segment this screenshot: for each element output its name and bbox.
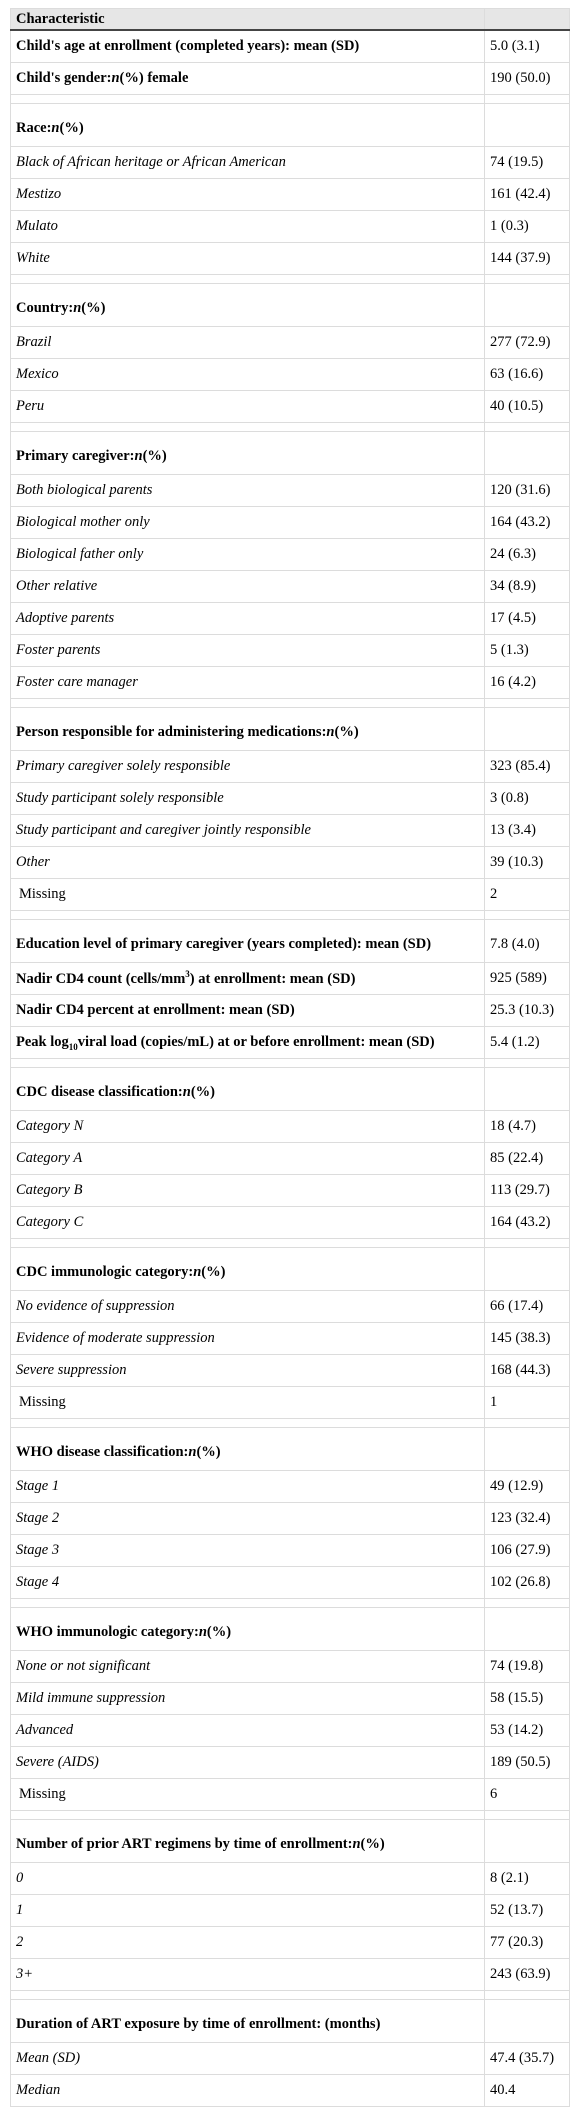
row-label: Missing xyxy=(11,1779,485,1811)
row-value xyxy=(485,104,570,147)
row-label: 1 xyxy=(11,1895,485,1927)
row-label: Brazil xyxy=(11,327,485,359)
table-row xyxy=(11,1111,570,1143)
spacer-cell xyxy=(485,275,570,284)
row-label: Category N xyxy=(11,1111,485,1143)
spacer-row xyxy=(11,1991,570,2000)
table-row xyxy=(11,1355,570,1387)
table-row xyxy=(11,571,570,603)
row-value: 123 (32.4) xyxy=(485,1503,570,1535)
row-label: 3+ xyxy=(11,1959,485,1991)
row-label: Black of African heritage or African American xyxy=(11,147,485,179)
row-value: 6 xyxy=(485,1779,570,1811)
table-row xyxy=(11,359,570,391)
table-row xyxy=(11,847,570,879)
spacer-cell xyxy=(11,1811,485,1820)
row-label: Missing xyxy=(11,879,485,911)
row-label: Education level of primary caregiver (years completed): mean (SD) xyxy=(11,920,485,963)
row-value: 102 (26.8) xyxy=(485,1567,570,1599)
row-label: Median xyxy=(11,2075,485,2107)
row-label: Duration of ART exposure by time of enrollment: (months) xyxy=(11,2000,485,2043)
table-row xyxy=(11,507,570,539)
group-row xyxy=(11,284,570,327)
row-label: Adoptive parents xyxy=(11,603,485,635)
table-row xyxy=(11,783,570,815)
spacer-cell xyxy=(11,275,485,284)
table-row xyxy=(11,391,570,423)
spacer-cell xyxy=(485,911,570,920)
row-label: Race:n(%) xyxy=(11,104,485,147)
row-value: 168 (44.3) xyxy=(485,1355,570,1387)
row-label: Number of prior ART regimens by time of enrollment:n(%) xyxy=(11,1820,485,1863)
table-row xyxy=(11,327,570,359)
table-row xyxy=(11,475,570,507)
spacer-cell xyxy=(485,1991,570,2000)
table-row xyxy=(11,2075,570,2107)
group-row xyxy=(11,1428,570,1471)
row-label: WHO disease classification:n(%) xyxy=(11,1428,485,1471)
row-value: 47.4 (35.7) xyxy=(485,2043,570,2075)
table-row xyxy=(11,751,570,783)
row-value: 925 (589) xyxy=(485,963,570,995)
row-label: Stage 3 xyxy=(11,1535,485,1567)
spacer-cell xyxy=(11,1991,485,2000)
row-value xyxy=(485,1608,570,1651)
row-value: 53 (14.2) xyxy=(485,1715,570,1747)
table-row xyxy=(11,1143,570,1175)
header-characteristic: Characteristic xyxy=(11,9,485,31)
spacer-cell xyxy=(485,1059,570,1068)
row-label: White xyxy=(11,243,485,275)
row-value: 40 (10.5) xyxy=(485,391,570,423)
row-label: Severe (AIDS) xyxy=(11,1747,485,1779)
row-value: 190 (50.0) xyxy=(485,63,570,95)
spacer-cell xyxy=(11,423,485,432)
row-value: 63 (16.6) xyxy=(485,359,570,391)
header-value xyxy=(485,9,570,31)
spacer-row xyxy=(11,1599,570,1608)
table-row xyxy=(11,1715,570,1747)
table-row xyxy=(11,211,570,243)
spacer-cell xyxy=(485,699,570,708)
row-value: 161 (42.4) xyxy=(485,179,570,211)
table-row xyxy=(11,2043,570,2075)
row-label: CDC immunologic category:n(%) xyxy=(11,1248,485,1291)
row-label: Nadir CD4 percent at enrollment: mean (SD) xyxy=(11,995,485,1027)
table-row xyxy=(11,603,570,635)
row-value: 85 (22.4) xyxy=(485,1143,570,1175)
row-value xyxy=(485,432,570,475)
row-value: 3 (0.8) xyxy=(485,783,570,815)
table-row xyxy=(11,1651,570,1683)
row-value: 18 (4.7) xyxy=(485,1111,570,1143)
row-value: 164 (43.2) xyxy=(485,507,570,539)
table-row xyxy=(11,243,570,275)
row-value: 5.4 (1.2) xyxy=(485,1027,570,1059)
spacer-row xyxy=(11,95,570,104)
group-row xyxy=(11,2000,570,2043)
group-row xyxy=(11,920,570,963)
row-value: 323 (85.4) xyxy=(485,751,570,783)
spacer-cell xyxy=(11,1239,485,1248)
row-value xyxy=(485,284,570,327)
row-label: 2 xyxy=(11,1927,485,1959)
row-label: Primary caregiver solely responsible xyxy=(11,751,485,783)
table-row xyxy=(11,1863,570,1895)
spacer-cell xyxy=(11,1419,485,1428)
row-value: 106 (27.9) xyxy=(485,1535,570,1567)
group-row xyxy=(11,1248,570,1291)
row-label: Stage 2 xyxy=(11,1503,485,1535)
row-label: Other xyxy=(11,847,485,879)
table-row xyxy=(11,1291,570,1323)
row-value: 144 (37.9) xyxy=(485,243,570,275)
group-row xyxy=(11,104,570,147)
row-label: Country:n(%) xyxy=(11,284,485,327)
row-value: 8 (2.1) xyxy=(485,1863,570,1895)
row-value: 277 (72.9) xyxy=(485,327,570,359)
table-row xyxy=(11,995,570,1027)
row-label: Mean (SD) xyxy=(11,2043,485,2075)
table-row xyxy=(11,1323,570,1355)
group-row xyxy=(11,1068,570,1111)
table-row xyxy=(11,1387,570,1419)
table-row xyxy=(11,635,570,667)
row-label: Biological father only xyxy=(11,539,485,571)
group-row xyxy=(11,1820,570,1863)
row-value: 40.4 xyxy=(485,2075,570,2107)
row-label: 0 xyxy=(11,1863,485,1895)
table-row xyxy=(11,1503,570,1535)
spacer-row xyxy=(11,275,570,284)
row-value: 17 (4.5) xyxy=(485,603,570,635)
row-value xyxy=(485,1820,570,1863)
table-row xyxy=(11,1207,570,1239)
row-value: 52 (13.7) xyxy=(485,1895,570,1927)
row-label: Child's gender:n(%) female xyxy=(11,63,485,95)
row-value: 58 (15.5) xyxy=(485,1683,570,1715)
spacer-cell xyxy=(11,1059,485,1068)
table-row xyxy=(11,1175,570,1207)
row-value: 1 xyxy=(485,1387,570,1419)
row-value: 77 (20.3) xyxy=(485,1927,570,1959)
row-label: Mulato xyxy=(11,211,485,243)
row-label: None or not significant xyxy=(11,1651,485,1683)
row-value: 66 (17.4) xyxy=(485,1291,570,1323)
row-label: Nadir CD4 count $(cells/mm^3)$ at enrollment: mean (SD) xyxy=(11,963,485,995)
table-row xyxy=(11,1683,570,1715)
row-value: 74 (19.5) xyxy=(485,147,570,179)
table-row xyxy=(11,1567,570,1599)
table-body xyxy=(11,30,570,2107)
row-value: 24 (6.3) xyxy=(485,539,570,571)
row-value: 49 (12.9) xyxy=(485,1471,570,1503)
row-label: Biological mother only xyxy=(11,507,485,539)
row-value: 34 (8.9) xyxy=(485,571,570,603)
spacer-row xyxy=(11,1239,570,1248)
table-row xyxy=(11,815,570,847)
table-row xyxy=(11,1535,570,1567)
spacer-row xyxy=(11,423,570,432)
table-row xyxy=(11,1927,570,1959)
row-label: Mestizo xyxy=(11,179,485,211)
spacer-row xyxy=(11,1059,570,1068)
spacer-cell xyxy=(485,1419,570,1428)
row-value: 74 (19.8) xyxy=(485,1651,570,1683)
table-header-row xyxy=(11,9,570,31)
spacer-cell xyxy=(485,1599,570,1608)
group-row xyxy=(11,1608,570,1651)
row-value: 16 (4.2) xyxy=(485,667,570,699)
table-row xyxy=(11,539,570,571)
row-label: No evidence of suppression xyxy=(11,1291,485,1323)
row-value: 145 (38.3) xyxy=(485,1323,570,1355)
spacer-cell xyxy=(11,699,485,708)
table-row xyxy=(11,179,570,211)
row-label: Peru xyxy=(11,391,485,423)
row-label: Other relative xyxy=(11,571,485,603)
row-value: 243 (63.9) xyxy=(485,1959,570,1991)
row-label: Stage 4 xyxy=(11,1567,485,1599)
table-row xyxy=(11,879,570,911)
row-value xyxy=(485,2000,570,2043)
row-value xyxy=(485,1248,570,1291)
characteristics-table xyxy=(10,8,570,2107)
row-label: Study participant solely responsible xyxy=(11,783,485,815)
spacer-row xyxy=(11,1811,570,1820)
row-label: Both biological parents xyxy=(11,475,485,507)
table-row xyxy=(11,30,570,63)
table-row xyxy=(11,963,570,995)
row-label: Foster parents xyxy=(11,635,485,667)
table-row xyxy=(11,1895,570,1927)
row-label: Category A xyxy=(11,1143,485,1175)
row-value: 2 xyxy=(485,879,570,911)
spacer-cell xyxy=(11,95,485,104)
table-row xyxy=(11,63,570,95)
row-value: 189 (50.5) xyxy=(485,1747,570,1779)
group-row xyxy=(11,708,570,751)
table-row xyxy=(11,1027,570,1059)
row-label: WHO immunologic category:n(%) xyxy=(11,1608,485,1651)
row-label: Missing xyxy=(11,1387,485,1419)
row-label: Advanced xyxy=(11,1715,485,1747)
row-label: Mild immune suppression xyxy=(11,1683,485,1715)
row-label: CDC disease classification:n(%) xyxy=(11,1068,485,1111)
row-value xyxy=(485,1068,570,1111)
row-label: Primary caregiver:n(%) xyxy=(11,432,485,475)
row-value: 39 (10.3) xyxy=(485,847,570,879)
spacer-row xyxy=(11,911,570,920)
spacer-cell xyxy=(485,95,570,104)
row-label: Child's age at enrollment (completed years): mean (SD) xyxy=(11,30,485,63)
row-value: 25.3 (10.3) xyxy=(485,995,570,1027)
row-value xyxy=(485,1428,570,1471)
row-value: 13 (3.4) xyxy=(485,815,570,847)
spacer-cell xyxy=(485,1811,570,1820)
row-value: 5 (1.3) xyxy=(485,635,570,667)
spacer-row xyxy=(11,1419,570,1428)
row-value: 164 (43.2) xyxy=(485,1207,570,1239)
row-value: 5.0 (3.1) xyxy=(485,30,570,63)
row-label: Category B xyxy=(11,1175,485,1207)
row-value: 120 (31.6) xyxy=(485,475,570,507)
row-value: 7.8 (4.0) xyxy=(485,920,570,963)
group-row xyxy=(11,432,570,475)
spacer-cell xyxy=(485,1239,570,1248)
row-label: Mexico xyxy=(11,359,485,391)
spacer-cell xyxy=(485,423,570,432)
spacer-cell xyxy=(11,1599,485,1608)
spacer-row xyxy=(11,699,570,708)
row-label: Category C xyxy=(11,1207,485,1239)
row-label: Stage 1 xyxy=(11,1471,485,1503)
spacer-cell xyxy=(11,911,485,920)
row-label: Peak $\log_{10}viral$ load (copies/mL) at or before enrollment: mean (SD) xyxy=(11,1027,485,1059)
table-row xyxy=(11,147,570,179)
row-label: Person responsible for administering medications:n(%) xyxy=(11,708,485,751)
row-label: Evidence of moderate suppression xyxy=(11,1323,485,1355)
row-label: Study participant and caregiver jointly responsible xyxy=(11,815,485,847)
table-row xyxy=(11,1471,570,1503)
row-value: 113 (29.7) xyxy=(485,1175,570,1207)
table-row xyxy=(11,1779,570,1811)
table-row xyxy=(11,1747,570,1779)
row-label: Severe suppression xyxy=(11,1355,485,1387)
row-value: 1 (0.3) xyxy=(485,211,570,243)
row-label: Foster care manager xyxy=(11,667,485,699)
table-row xyxy=(11,1959,570,1991)
row-value xyxy=(485,708,570,751)
table-row xyxy=(11,667,570,699)
